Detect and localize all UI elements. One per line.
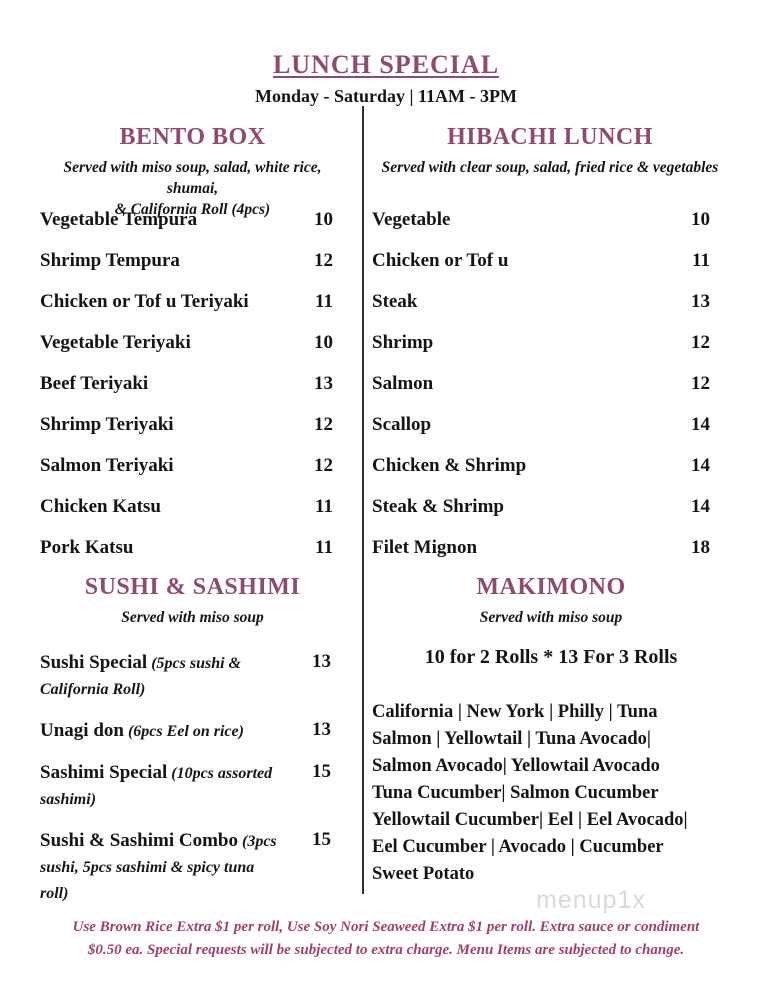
makimono-section-header xyxy=(372,574,730,628)
menu-item-row xyxy=(40,536,345,559)
menu-item-row xyxy=(40,290,345,313)
item-price: 11 xyxy=(315,537,333,558)
item-price: 11 xyxy=(315,496,333,517)
menu-item-row xyxy=(372,413,730,436)
roll-list-line: Sweet Potato xyxy=(372,864,475,884)
item-name: Vegetable Teriyaki xyxy=(40,332,191,353)
disclaimer-line1: Use Brown Rice Extra $1 per roll, Use Soy Nori Seaweed Extra $1 per roll. Extra sauce or condiment xyxy=(72,919,700,935)
item-name: Chicken or Tof u xyxy=(372,250,509,271)
bento-box-section-header xyxy=(40,124,345,220)
item-text xyxy=(40,718,282,745)
roll-list-line: Tuna Cucumber| Salmon Cucumber xyxy=(372,783,659,803)
item-price: 11 xyxy=(692,250,710,271)
bento-box-item-list xyxy=(40,208,345,577)
item-price: 12 xyxy=(314,414,333,435)
makimono-section xyxy=(372,574,730,888)
menu-item-row xyxy=(40,331,345,354)
sushi-sashimi-title: SUSHI & SASHIMI xyxy=(84,574,301,600)
hibachi-lunch-section-header xyxy=(370,124,730,178)
item-price: 10 xyxy=(691,209,710,230)
item-name: Filet Mignon xyxy=(372,537,478,558)
item-name: Sushi Special xyxy=(40,652,148,673)
item-name: Steak xyxy=(372,291,418,312)
menu-item-row xyxy=(40,718,345,745)
hibachi-lunch-subtitle: Served with clear soup, salad, fried rice & vegetables xyxy=(381,159,719,176)
roll-list-line: Eel Cucumber | Avocado | Cucumber xyxy=(372,837,664,857)
item-price: 14 xyxy=(691,414,710,435)
item-name: Steak & Shrimp xyxy=(372,496,504,517)
roll-list-line: California | New York | Philly | Tuna xyxy=(372,702,658,722)
roll-list-line: Salmon | Yellowtail | Tuna Avocado| xyxy=(372,729,651,749)
makimono-subtitle: Served with miso soup xyxy=(479,609,623,626)
column-divider xyxy=(362,106,364,894)
hibachi-lunch-title: HIBACHI LUNCH xyxy=(447,124,653,150)
menu-item-row xyxy=(40,454,345,477)
menu-item-row xyxy=(40,372,345,395)
menu-title: LUNCH SPECIAL xyxy=(272,50,500,79)
sushi-sashimi-section-header xyxy=(40,574,345,628)
item-text xyxy=(40,760,282,813)
item-description: (10pcs assorted sashimi) xyxy=(40,765,273,808)
item-price: 13 xyxy=(312,651,331,672)
item-price: 13 xyxy=(314,373,333,394)
item-name: Vegetable xyxy=(372,209,451,230)
item-name: Chicken Katsu xyxy=(40,496,161,517)
item-price: 18 xyxy=(691,537,710,558)
item-price: 13 xyxy=(312,719,331,740)
item-price: 15 xyxy=(312,829,331,850)
menu-item-row xyxy=(40,208,345,231)
makimono-roll-list xyxy=(372,699,730,888)
menu-item-row xyxy=(372,495,730,518)
menu-item-row xyxy=(40,495,345,518)
menu-item-row xyxy=(372,454,730,477)
roll-list-line: Yellowtail Cucumber| Eel | Eel Avocado| xyxy=(372,810,688,830)
item-name: Sushi & Sashimi Combo xyxy=(40,830,238,851)
item-price: 12 xyxy=(314,455,333,476)
menu-item-row xyxy=(40,760,345,813)
item-text xyxy=(40,650,282,703)
item-price: 10 xyxy=(314,332,333,353)
item-price: 14 xyxy=(691,455,710,476)
item-name: Shrimp Teriyaki xyxy=(40,414,174,435)
item-price: 14 xyxy=(691,496,710,517)
item-price: 10 xyxy=(314,209,333,230)
item-price: 12 xyxy=(691,332,710,353)
menu-header xyxy=(0,50,772,107)
menu-item-row xyxy=(40,413,345,436)
menu-disclaimer xyxy=(0,916,772,962)
menu-item-row xyxy=(40,249,345,272)
menu-item-row xyxy=(372,290,730,313)
hibachi-lunch-item-list xyxy=(372,208,730,577)
item-name: Chicken or Tof u Teriyaki xyxy=(40,291,249,312)
item-name: Beef Teriyaki xyxy=(40,373,149,394)
menu-item-row xyxy=(372,331,730,354)
item-description: (3pcs sushi, 5pcs sashimi & spicy tuna roll) xyxy=(40,833,277,902)
item-price: 15 xyxy=(312,761,331,782)
item-price: 11 xyxy=(315,291,333,312)
item-price: 12 xyxy=(691,373,710,394)
disclaimer-line2: $0.50 ea. Special requests will be subjected to extra charge. Menu Items are subjected to change. xyxy=(87,942,685,958)
menu-item-row xyxy=(372,372,730,395)
sushi-sashimi-subtitle: Served with miso soup xyxy=(121,609,264,626)
item-name: Sashimi Special xyxy=(40,762,168,783)
sushi-sashimi-item-list xyxy=(40,650,345,907)
menu-item-row xyxy=(40,828,345,907)
item-price: 12 xyxy=(314,250,333,271)
item-description: (5pcs sushi & California Roll) xyxy=(40,655,241,698)
sushi-sashimi-section xyxy=(40,574,345,922)
item-name: Salmon Teriyaki xyxy=(40,455,174,476)
menu-item-row xyxy=(372,536,730,559)
menu-item-row xyxy=(40,650,345,703)
menu-hours: Monday - Saturday | 11AM - 3PM xyxy=(255,86,517,106)
item-name: Pork Katsu xyxy=(40,537,134,558)
menupix-watermark: menup1x xyxy=(536,886,646,914)
makimono-roll-pricing: 10 for 2 Rolls * 13 For 3 Rolls xyxy=(424,646,678,668)
item-text xyxy=(40,828,282,907)
item-name: Shrimp xyxy=(372,332,434,353)
item-name: Shrimp Tempura xyxy=(40,250,180,271)
item-name: Scallop xyxy=(372,414,432,435)
roll-list-line: Salmon Avocado| Yellowtail Avocado xyxy=(372,756,660,776)
makimono-title: MAKIMONO xyxy=(476,574,626,600)
bento-box-subtitle-line1: Served with miso soup, salad, white rice, shumai, xyxy=(63,159,322,197)
item-name: Unagi don xyxy=(40,720,124,741)
bento-box-title: BENTO BOX xyxy=(119,124,266,150)
menu-item-row xyxy=(372,208,730,231)
menu-item-row xyxy=(372,249,730,272)
item-name: Chicken & Shrimp xyxy=(372,455,527,476)
item-name: Salmon xyxy=(372,373,434,394)
item-name: Vegetable Tempura xyxy=(40,209,198,230)
item-price: 13 xyxy=(691,291,710,312)
item-description: (6pcs Eel on rice) xyxy=(127,723,244,740)
bento-box-subtitle-line2: & California Roll (4pcs) xyxy=(114,201,271,218)
